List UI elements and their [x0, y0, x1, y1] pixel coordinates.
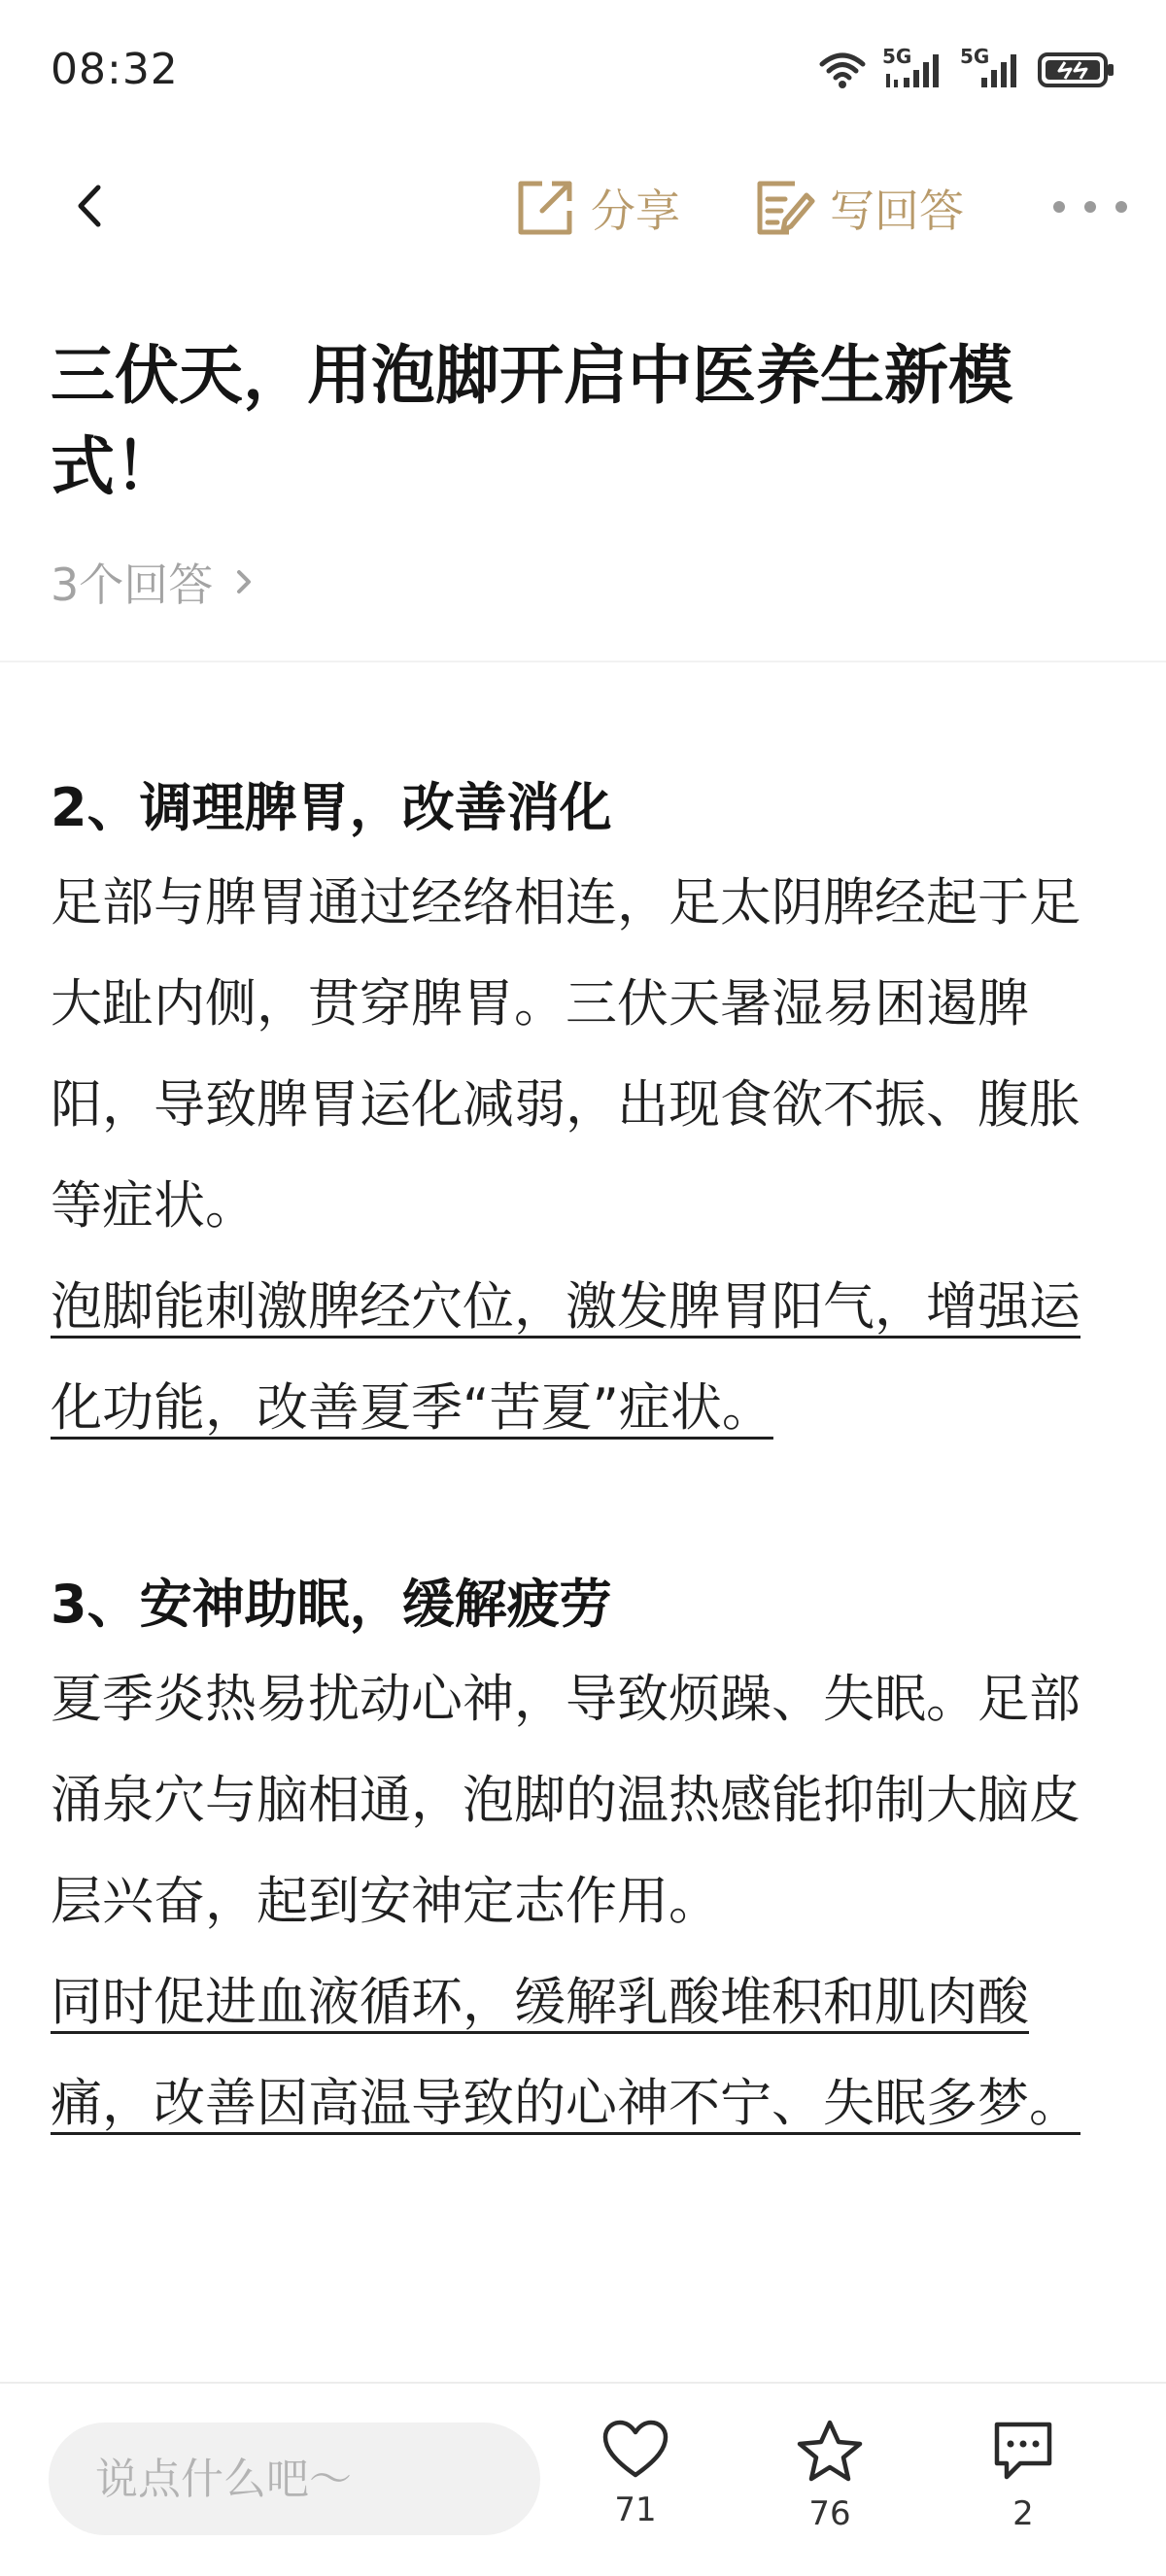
answer-count-link[interactable] [51, 550, 254, 614]
more-button[interactable] [1053, 192, 1127, 221]
comments-button[interactable] [965, 2419, 1081, 2533]
comment-count: 2 [1012, 2494, 1034, 2533]
star-icon [796, 2419, 864, 2483]
heart-icon [601, 2419, 669, 2479]
favorite-count: 76 [808, 2494, 851, 2533]
write-answer-button[interactable] [752, 171, 964, 245]
status-icons [818, 45, 1115, 91]
answer-count-label: 3个回答 [51, 559, 214, 611]
article-section [51, 763, 1129, 1459]
share-label: 分享 [591, 185, 680, 237]
like-button[interactable] [577, 2419, 694, 2529]
chevron-right-icon [234, 567, 254, 596]
like-count: 71 [614, 2491, 657, 2529]
section-underlined-paragraph: 同时促进血液循环，缓解乳酸堆积和肌肉酸痛，改善因高温导致的心神不宁、失眠多梦。 [51, 1973, 1080, 2133]
comment-input[interactable] [49, 2423, 540, 2535]
share-icon [513, 176, 577, 240]
back-button[interactable] [60, 171, 119, 241]
section-spacer [51, 1459, 1129, 1560]
back-arrow-icon [75, 182, 104, 230]
write-answer-label: 写回答 [830, 185, 964, 237]
more-icon-dot [1084, 201, 1096, 213]
nav-bar [0, 146, 1166, 272]
signal-icon [882, 45, 944, 91]
status-time: 08:32 [51, 45, 179, 94]
more-icon-dot [1115, 201, 1127, 213]
network-type-2: 5G [960, 45, 990, 68]
header-divider [0, 661, 1166, 662]
section-heading: 2、调理脾胃，改善消化 [51, 777, 612, 838]
answer-content [51, 763, 1129, 2154]
edit-icon [752, 176, 816, 240]
section-heading: 3、安神助眠，缓解疲劳 [51, 1574, 612, 1635]
favorite-button[interactable] [772, 2419, 888, 2533]
wifi-icon [818, 51, 867, 89]
question-title: 三伏天，用泡脚开启中医养生新模式！ [51, 338, 1012, 504]
battery-charging-icon [1038, 51, 1115, 89]
section-paragraph: 足部与脾胃通过经络相连，足太阴脾经起于足大趾内侧，贯穿脾胃。三伏天暑湿易困遏脾阳，导致脾胃运化减弱，出现食欲不振、腹胀等症状。 [51, 873, 1080, 1236]
section-paragraph: 夏季炎热易扰动心神，导致烦躁、失眠。足部涌泉穴与脑相通，泡脚的温热感能抑制大脑皮层兴奋，起到安神定志作用。 [51, 1670, 1080, 1931]
share-button[interactable] [513, 171, 680, 245]
signal-icon-2 [960, 45, 1022, 91]
section-underlined-paragraph: 泡脚能刺激脾经穴位，激发脾胃阳气，增强运化功能，改善夏季“苦夏”症状。 [51, 1277, 1080, 1438]
article-section [51, 1560, 1129, 2154]
network-type-1: 5G [882, 45, 912, 68]
status-bar [0, 0, 1166, 146]
bottom-action-bar [0, 2382, 1166, 2576]
more-icon [1053, 201, 1065, 213]
comment-icon [991, 2419, 1055, 2483]
